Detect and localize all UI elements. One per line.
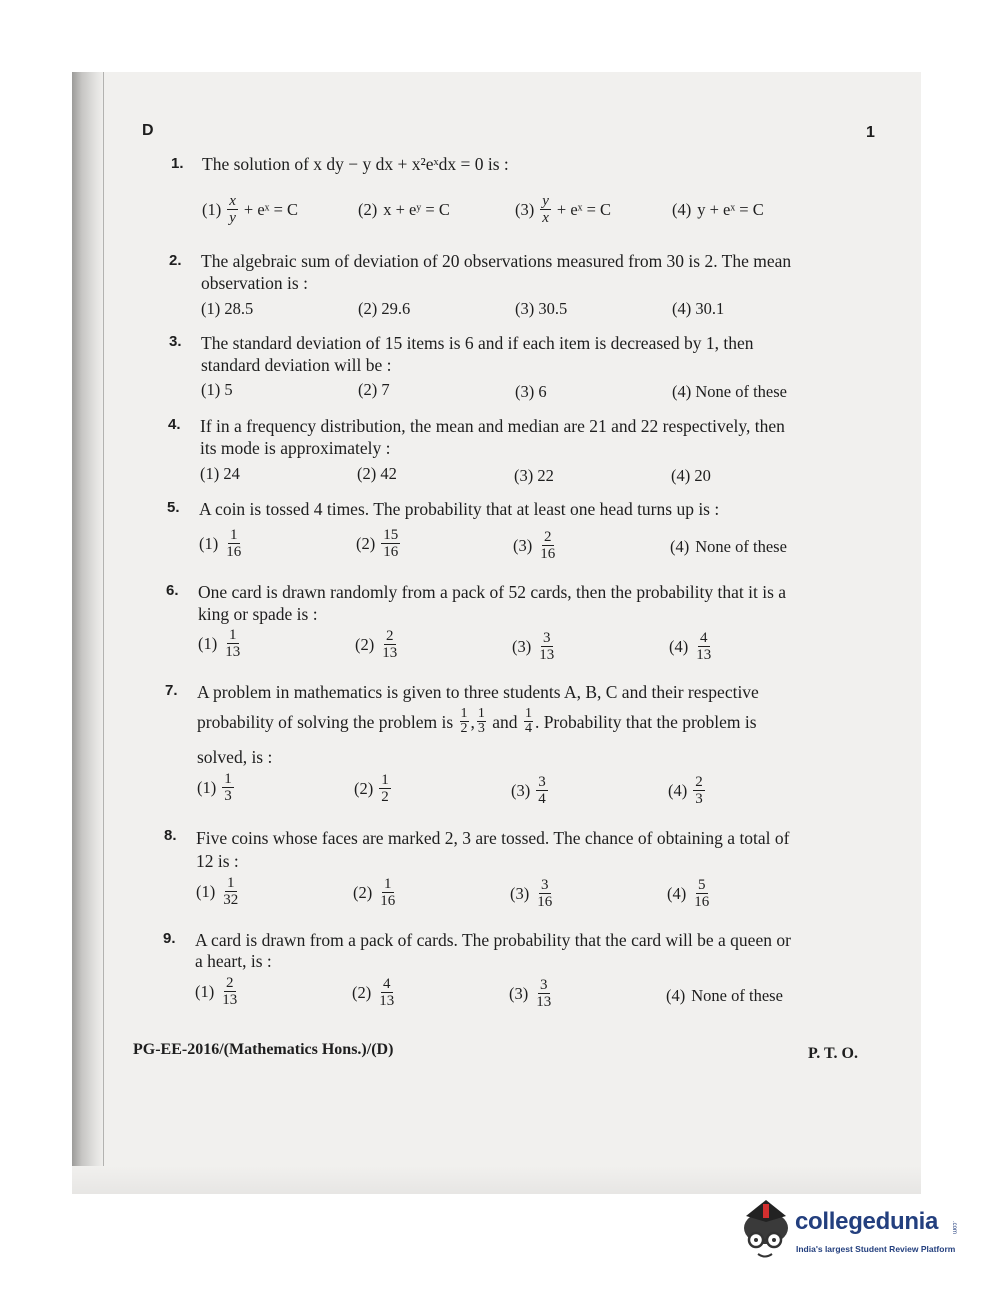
question-number: 8. <box>164 827 177 844</box>
question-text-line: One card is drawn randomly from a pack of 52 cards, then the probability that it is a <box>198 582 787 602</box>
option-5-2: (2) $\frac{15}{16}$ <box>356 527 399 560</box>
question-text-line: probability of solving the problem is 1 2 , 1 3 and 1 4 . Probability that the problem is <box>197 706 757 736</box>
option-5-4: (4) None of these <box>670 537 787 556</box>
option-7-4: (4) $\frac{2}{3}$ <box>668 774 703 807</box>
option-2-3: (3) 30.5 <box>515 299 568 318</box>
option-9-3: (3) $\frac{3}{13}$ <box>509 977 552 1010</box>
question-text-line: A problem in mathematics is given to three students A, B, C and their respective <box>197 682 759 702</box>
option-4-4: (4) 20 <box>671 466 711 485</box>
option-3-2: (2) 7 <box>358 380 390 399</box>
question-text-line: A card is drawn from a pack of cards. The probability that the card will be a queen or <box>195 930 791 950</box>
logo-tagline: India's largest Student Review Platform <box>796 1244 956 1254</box>
option-8-1: (1) $\frac{1}{32}$ <box>196 875 239 908</box>
question-number: 7. <box>165 682 178 699</box>
question-text-line: a heart, is : <box>195 951 272 971</box>
question-text-line: standard deviation will be : <box>201 355 392 375</box>
set-code: D <box>142 122 154 139</box>
binding-edge <box>103 72 104 1194</box>
binding-shadow <box>72 72 104 1194</box>
question-text-line: observation is : <box>201 273 308 293</box>
pto-label: P. T. O. <box>808 1045 858 1062</box>
option-7-1: (1) $\frac{1}{3}$ <box>197 771 232 804</box>
logo-suffix: .com <box>951 1221 957 1235</box>
page-bottom-edge <box>72 1166 921 1194</box>
question-text-line: 12 is : <box>196 851 239 871</box>
option-7-2: (2) $\frac{1}{2}$ <box>354 772 389 805</box>
paper-code: PG-EE-2016/(Mathematics Hons.)/(D) <box>133 1041 394 1058</box>
option-6-3: (3) $\frac{3}{13}$ <box>512 630 555 663</box>
question-text-line: solved, is : <box>197 747 273 767</box>
option-1-2: (2) x + eʸ = C <box>358 200 450 219</box>
question-number: 4. <box>168 416 181 433</box>
question-number: 1. <box>171 155 184 172</box>
option-5-3: (3) $\frac{2}{16}$ <box>513 529 556 562</box>
option-5-1: (1) $\frac{1}{16}$ <box>199 527 242 560</box>
question-text-line: If in a frequency distribution, the mean and median are 21 and 22 respectively, then <box>200 416 785 436</box>
option-3-3: (3) 6 <box>515 382 547 401</box>
option-9-1: (1) $\frac{2}{13}$ <box>195 975 238 1008</box>
mascot-icon <box>744 1200 788 1257</box>
question-text-line: Five coins whose faces are marked 2, 3 are tossed. The chance of obtaining a total of <box>196 828 790 848</box>
option-8-4: (4) $\frac{5}{16}$ <box>667 877 710 910</box>
question-text-line: The algebraic sum of deviation of 20 observations measured from 30 is 2. The mean <box>201 251 792 271</box>
question-number: 5. <box>167 499 180 516</box>
option-7-3: (3) $\frac{3}{4}$ <box>511 774 546 807</box>
question-number: 2. <box>169 252 182 269</box>
question-number: 3. <box>169 333 182 350</box>
option-2-1: (1) 28.5 <box>201 299 254 318</box>
option-2-4: (4) 30.1 <box>672 299 725 318</box>
option-3-1: (1) 5 <box>201 380 233 399</box>
option-6-1: (1) $\frac{1}{13}$ <box>198 627 241 660</box>
option-4-3: (3) 22 <box>514 466 554 485</box>
question-text-line: its mode is approximately : <box>200 438 391 458</box>
option-9-4: (4) None of these <box>666 986 783 1005</box>
option-4-1: (1) 24 <box>200 464 240 483</box>
option-1-1: (1) $\frac{x}{y}$ + eˣ = C <box>202 193 299 226</box>
option-4-2: (2) 42 <box>357 464 397 483</box>
option-1-3: (3) $\frac{y}{x}$ + eˣ = C <box>515 193 612 226</box>
question-text-line: The standard deviation of 15 items is 6 and if each item is decreased by 1, then <box>201 333 754 353</box>
option-8-2: (2) $\frac{1}{16}$ <box>353 876 396 909</box>
question-number: 6. <box>166 582 179 599</box>
question-text-line: king or spade is : <box>198 604 318 624</box>
option-2-2: (2) 29.6 <box>358 299 411 318</box>
option-8-3: (3) $\frac{3}{16}$ <box>510 877 553 910</box>
option-6-4: (4) $\frac{4}{13}$ <box>669 630 712 663</box>
question-text-line: A coin is tossed 4 times. The probability that at least one head turns up is : <box>199 499 720 519</box>
question-text: The solution of x dy − y dx + x²eˣdx = 0 is : <box>202 154 509 174</box>
option-6-2: (2) $\frac{2}{13}$ <box>355 628 398 661</box>
option-3-4: (4) None of these <box>672 382 788 401</box>
question-number: 9. <box>163 930 176 947</box>
option-1-4: (4) y + eˣ = C <box>672 200 764 219</box>
logo-wordmark: collegedunia <box>795 1208 939 1235</box>
page-number: 1 <box>866 124 875 141</box>
option-9-2: (2) $\frac{4}{13}$ <box>352 976 395 1009</box>
